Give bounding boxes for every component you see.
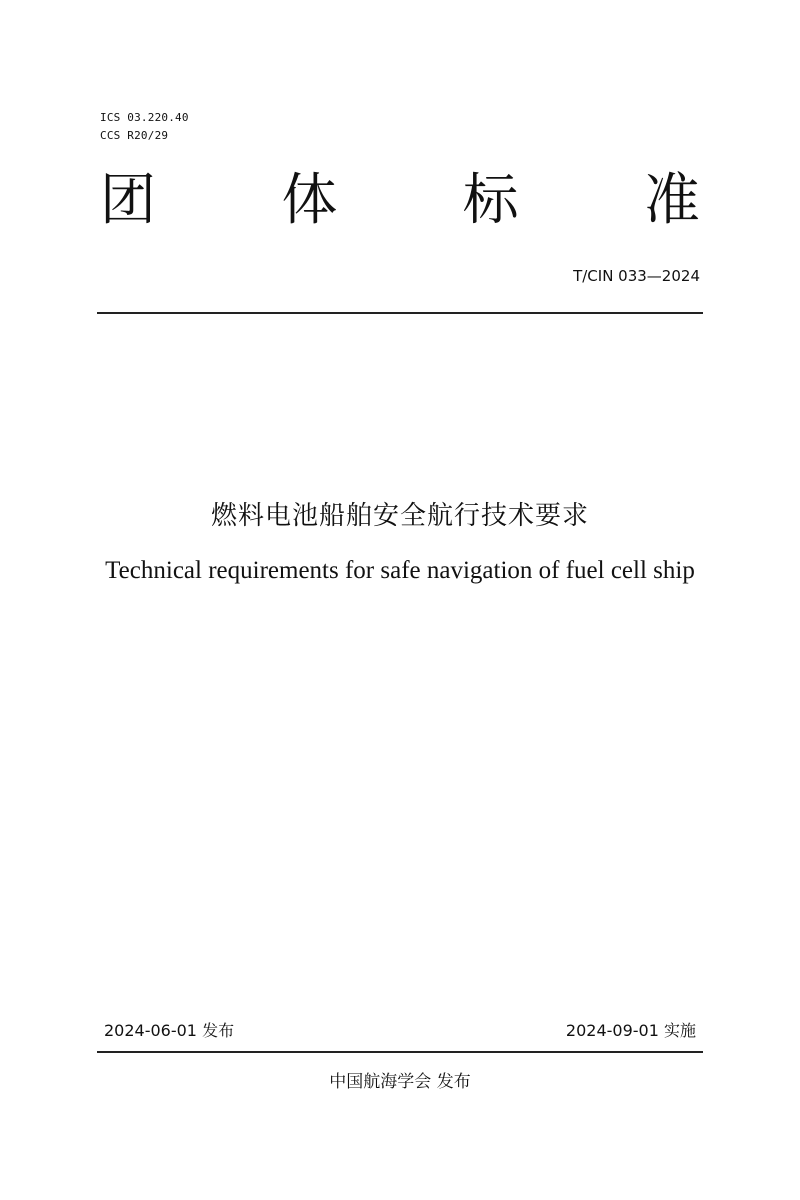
publish-date: 2024-06-01 发布 (104, 1021, 235, 1040)
ics-code: ICS 03.220.40 (100, 111, 189, 124)
standard-number: T/CIN 033—2024 (573, 267, 700, 285)
document-type-char-4: 准 (643, 168, 700, 233)
document-type-heading (100, 168, 700, 234)
document-type-char-2: 体 (281, 168, 338, 233)
title-chinese: 燃料电池船舶安全航行技术要求 (210, 501, 589, 531)
title-english: Technical requirements for safe navigation of fuel cell ship (105, 557, 695, 584)
publisher: 中国航海学会 发布 (329, 1072, 471, 1092)
top-divider (97, 312, 703, 314)
ccs-code: CCS R20/29 (100, 129, 169, 142)
document-type-char-1: 团 (100, 168, 156, 233)
bottom-divider (97, 1051, 703, 1053)
document-type-char-3: 标 (462, 168, 519, 233)
implement-date: 2024-09-01 实施 (565, 1021, 696, 1040)
classification-codes (100, 109, 189, 145)
